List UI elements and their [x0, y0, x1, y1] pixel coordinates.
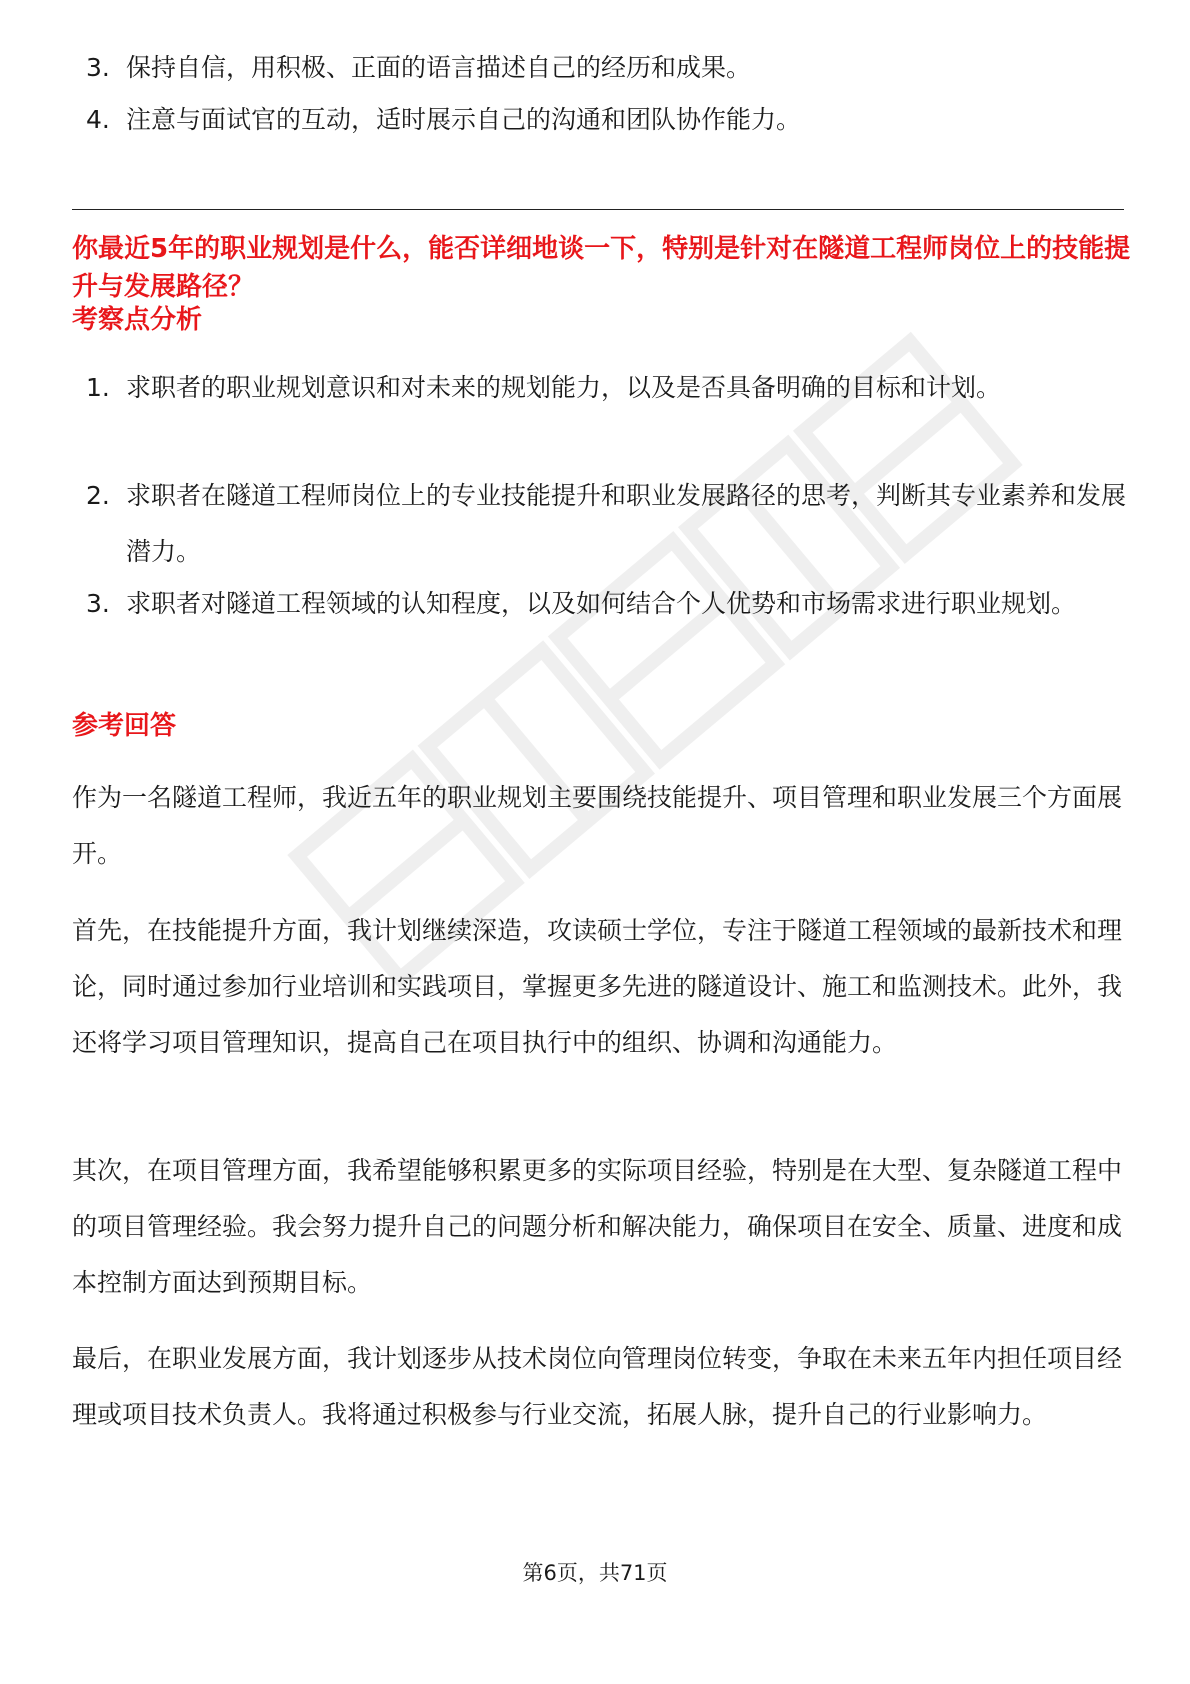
answer-paragraph: 首先，在技能提升方面，我计划继续深造，攻读硕士学位，专注于隧道工程领域的最新技术和理论，同时通过参加行业培训和实践项目，掌握更多先进的隧道设计、施工和监测技术。此外，我还将学习项目管理知识，提高自己在项目执行中的组织、协调和沟通能力。 — [72, 916, 1123, 1057]
answer-paragraph: 最后，在职业发展方面，我计划逐步从技术岗位向管理岗位转变，争取在未来五年内担任项目经理或项目技术负责人。我将通过积极参与行业交流，拓展人脉，提升自己的行业影响力。 — [72, 1344, 1123, 1429]
list-text: 求职者对隧道工程领域的认知程度，以及如何结合个人优势和市场需求进行职业规划。 — [126, 589, 1077, 618]
list-number: 1. — [86, 373, 110, 402]
list-text: 求职者在隧道工程师岗位上的专业技能提升和职业发展路径的思考，判断其专业素养和发展潜力。 — [126, 481, 1127, 566]
watermark-graphic — [277, 320, 1034, 1000]
list-number: 2. — [86, 481, 110, 510]
analysis-heading: 考察点分析 — [72, 305, 203, 335]
page-number: 第6页，共71页 — [522, 1561, 668, 1585]
list-text: 保持自信，用积极、正面的语言描述自己的经历和成果。 — [126, 53, 752, 82]
watermark-logo — [277, 320, 1034, 1000]
list-text: 求职者的职业规划意识和对未来的规划能力，以及是否具备明确的目标和计划。 — [126, 373, 1002, 402]
list-text: 注意与面试官的互动，适时展示自己的沟通和团队协作能力。 — [126, 105, 802, 134]
answer-paragraph: 作为一名隧道工程师，我近五年的职业规划主要围绕技能提升、项目管理和职业发展三个方面展开。 — [72, 783, 1123, 868]
question-heading: 你最近5年的职业规划是什么，能否详细地谈一下，特别是针对在隧道工程师岗位上的技能提升与发展路径？ — [72, 234, 1131, 302]
list-number: 3. — [86, 53, 110, 82]
section-divider — [72, 209, 1124, 210]
answer-heading: 参考回答 — [72, 711, 177, 741]
answer-paragraph: 其次，在项目管理方面，我希望能够积累更多的实际项目经验，特别是在大型、复杂隧道工程中的项目管理经验。我会努力提升自己的问题分析和解决能力，确保项目在安全、质量、进度和成本控制方面达到预期目标。 — [72, 1156, 1123, 1297]
list-number: 4. — [86, 105, 110, 134]
list-number: 3. — [86, 589, 110, 618]
